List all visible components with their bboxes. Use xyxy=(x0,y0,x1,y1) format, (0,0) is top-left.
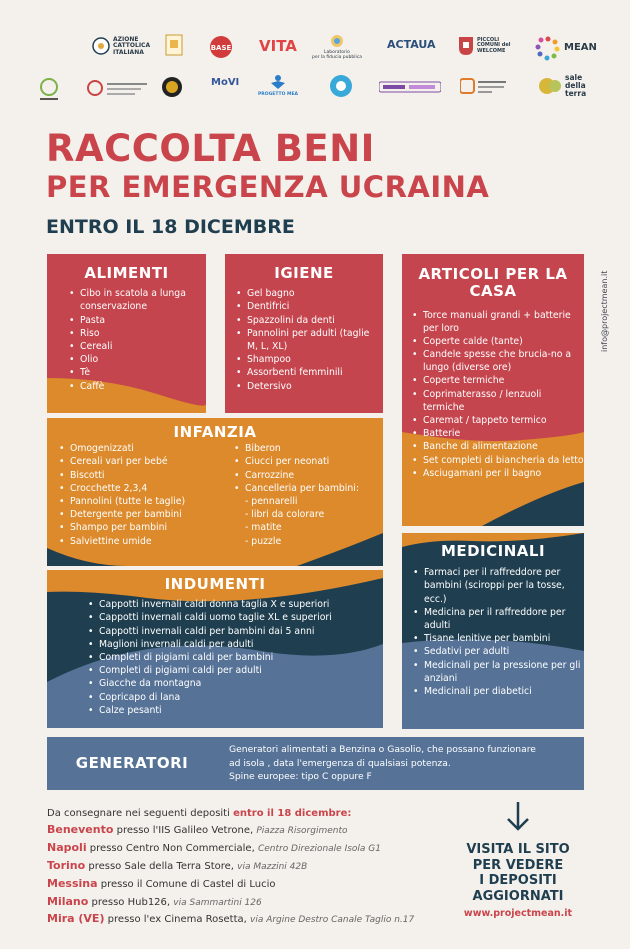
list-item: • Cappotti invernali caldi uomo taglie XL e superiori xyxy=(88,611,383,624)
laboratorio-logo: Laboratorio per la fiducia pubblica xyxy=(312,34,362,60)
igiene-title: IGIENE xyxy=(274,264,334,282)
deposit-row: Benevento presso l'IIS Galileo Vetrone, Piazza Risorgimento xyxy=(47,823,348,836)
medicinali-title: MEDICINALI xyxy=(440,542,546,560)
list-item: • Detersivo xyxy=(236,380,383,393)
alimenti-title: ALIMENTI xyxy=(84,264,169,282)
main-title: RACCOLTA BENI xyxy=(46,127,375,170)
medicinali-list xyxy=(413,566,584,698)
casa-box xyxy=(402,254,584,526)
list-item: • Shampoo xyxy=(236,353,383,366)
deposits-list xyxy=(47,807,447,928)
deposit-row: Torino presso Sale della Terra Store, via Mazzini 42B xyxy=(47,858,308,872)
deposit-row: Mira (VE) presso l'ex Cinema Rosetta, via Argine Destro Canale Taglio n.17 xyxy=(47,912,415,926)
generatori-text: Generatori alimentati a Benzina o Gasolio, che possano funzionare ad isola , data l'emergenza di qualsiasi potenza. Spine europee: tipo C oppure F xyxy=(229,744,536,783)
generatori-box xyxy=(47,737,584,790)
cdc-logo xyxy=(460,77,508,97)
list-item: • Coperte calde (tante) xyxy=(412,335,584,348)
list-item: • Candele spesse che brucia-no a lungo (diverse ore) xyxy=(412,348,584,374)
sezione-logo xyxy=(165,34,183,56)
list-item: • Ciucci per neonati xyxy=(234,455,359,468)
piccoli-comuni-logo: PICCOLI COMUNI del WELCOME xyxy=(458,36,510,56)
list-item: • Giacche da montagna xyxy=(88,677,383,690)
list-item: • Cereali xyxy=(69,340,206,353)
infanzia-list-right xyxy=(234,442,359,548)
medicinali-box xyxy=(402,533,584,729)
list-item: • Torce manuali grandi + batterie per loro xyxy=(412,309,584,335)
list-item: • Cibo in scatola a lunga conservazione xyxy=(69,287,206,313)
indumenti-box xyxy=(47,570,383,728)
casa-list xyxy=(412,309,584,480)
indumenti-title: INDUMENTI xyxy=(164,575,266,593)
row2-logo-2 xyxy=(87,78,149,98)
list-item: • Completi di pigiami caldi per adulti xyxy=(88,664,383,677)
list-item: • Completi di pigiami caldi per bambini xyxy=(88,651,383,664)
progetto-mea-logo: PROGETTO MEA xyxy=(258,74,298,98)
list-item: • Copricapo di lana xyxy=(88,691,383,704)
infanzia-columns xyxy=(47,442,383,548)
list-subitem: - matite xyxy=(245,522,282,534)
deposit-row: Napoli presso Centro Non Commerciale, Centro Direzionale Isola G1 xyxy=(47,840,382,854)
list-item: • Cereali vari per bebé xyxy=(59,455,224,468)
list-item: • Set completi di biancheria da letto xyxy=(412,454,584,467)
main-subtitle: PER EMERGENZA UCRAINA xyxy=(46,170,490,204)
list-item: • Medicina per il raffreddore per adulti xyxy=(413,606,584,632)
list-item: • Riso xyxy=(69,327,206,340)
list-item: • Farmaci per il raffreddore per bambini (sciroppi per la tosse, ecc.) xyxy=(413,566,584,606)
list-item: • Biberon xyxy=(234,442,359,455)
row2-logo-3 xyxy=(161,76,183,98)
actaua-logo: ACTAUA xyxy=(387,38,436,51)
indumenti-list xyxy=(88,598,383,717)
list-item: • Coprimaterasso / lenzuoli termiche xyxy=(412,388,584,414)
list-item: • Banche di alimentazione xyxy=(412,440,584,453)
row2-logo-1 xyxy=(36,76,62,102)
casa-title: ARTICOLI PER LA CASA xyxy=(418,265,568,301)
list-item: • Olio xyxy=(69,353,206,366)
list-item: • Tè xyxy=(69,366,206,379)
list-item: • Asciugamani per il bagno xyxy=(412,467,584,480)
obiettivo-logo xyxy=(379,80,441,94)
svg-text:BASE: BASE xyxy=(210,44,232,52)
visit-text: VISITA IL SITO PER VEDERE I DEPOSITI AGGIORNATI xyxy=(466,842,570,904)
igiene-list xyxy=(236,287,383,393)
list-item: • Crocchette 2,3,4 xyxy=(59,482,224,495)
list-item: • Medicinali per diabetici xyxy=(413,685,584,698)
list-item: • Caffè xyxy=(69,380,206,393)
arrow-down-icon xyxy=(505,800,531,832)
list-item: • Gel bagno xyxy=(236,287,383,300)
list-item: • Medicinali per la pressione per gli anziani xyxy=(413,659,584,685)
deposit-row: Messina presso il Comune di Castel di Lucio xyxy=(47,876,276,890)
deposits-intro: Da consegnare nei seguenti depositi entro il 18 dicembre: xyxy=(47,808,352,819)
infanzia-box xyxy=(47,418,383,566)
list-item: • Caremat / tappeto termico xyxy=(412,414,584,427)
infanzia-title: INFANZIA xyxy=(173,423,257,441)
list-item: • Detergente per bambini xyxy=(59,508,224,521)
list-item: • Shampo per bambini xyxy=(59,521,224,534)
visit-callout xyxy=(453,800,583,919)
list-item: • Cancelleria per bambini: xyxy=(234,482,359,495)
list-subitem: - puzzle xyxy=(245,535,282,547)
alimenti-list xyxy=(69,287,206,393)
mean-logo: MEAN xyxy=(535,35,597,61)
list-item: • Spazzolini da denti xyxy=(236,314,383,327)
list-item: • Batterie xyxy=(412,427,584,440)
list-item: • Dentifrici xyxy=(236,300,383,313)
list-subitem: - libri da colorare xyxy=(245,509,325,521)
generatori-title: GENERATORI xyxy=(75,753,189,772)
list-item: • Pasta xyxy=(69,314,206,327)
side-email: info@projectmean.it xyxy=(600,270,609,352)
list-item: • Carrozzine xyxy=(234,469,359,482)
list-item: • Cappotti invernali caldi per bambini dai 5 anni xyxy=(88,625,383,638)
list-subitem: - pennarelli xyxy=(245,496,298,507)
partner-logos xyxy=(30,30,605,110)
list-item: • Tisane lenitive per bambini xyxy=(413,632,584,645)
list-item: • Omogenizzati xyxy=(59,442,224,455)
website-link[interactable]: www.projectmean.it xyxy=(463,908,573,920)
igiene-box xyxy=(225,254,383,413)
comunita-logo xyxy=(326,74,356,100)
sale-della-terra-logo: sale della terra xyxy=(538,74,586,98)
list-item: • Calze pesanti xyxy=(88,704,383,717)
alimenti-box xyxy=(47,254,206,413)
list-item: • Maglioni invernali caldi per adulti xyxy=(88,638,383,651)
list-item: • Biscotti xyxy=(59,469,224,482)
deadline-heading: ENTRO IL 18 DICEMBRE xyxy=(46,216,295,238)
list-item: • Sedativi per adulti xyxy=(413,645,584,658)
list-item: • Pannolini per adulti (taglie M, L, XL) xyxy=(236,327,383,353)
list-item: • Cappotti invernali caldi donna taglia X e superiori xyxy=(88,598,383,611)
list-item: • Salviettine umide xyxy=(59,535,224,548)
list-item: • Assorbenti femminili xyxy=(236,366,383,379)
deposit-row: Milano presso Hub126, via Sammartini 126 xyxy=(47,894,262,908)
azione-cattolica-logo: AZIONE CATTOLICA ITALIANA xyxy=(92,37,150,56)
list-item: • Coperte termiche xyxy=(412,374,584,387)
infanzia-list-left xyxy=(59,442,224,548)
base-logo xyxy=(209,35,233,59)
list-item: • Pannolini (tutte le taglie) xyxy=(59,495,224,508)
vita-logo: VITA xyxy=(259,37,297,55)
movi-logo: MoVI xyxy=(211,77,240,88)
